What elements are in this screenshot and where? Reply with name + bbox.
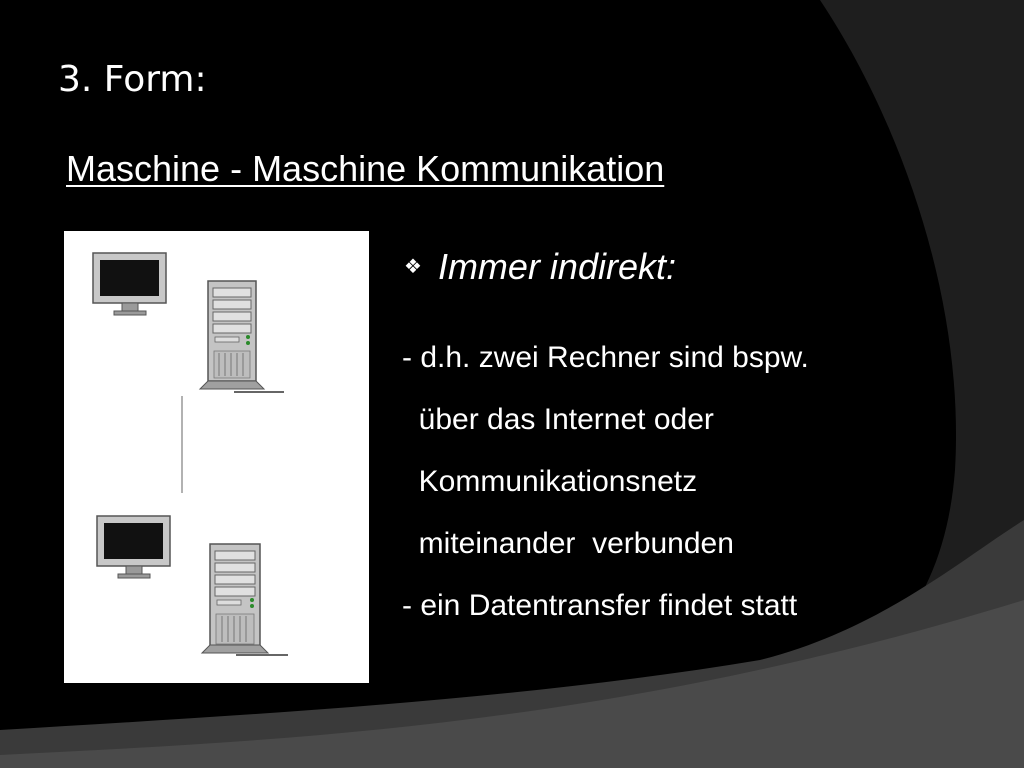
monitor-icon <box>93 253 166 315</box>
body-line: über das Internet oder <box>402 403 714 436</box>
body-line: - ein Datentransfer findet statt <box>402 589 798 622</box>
diamond-bullet-icon: ❖ <box>404 256 422 278</box>
slide-title: 3. Form: <box>58 59 207 100</box>
body-line: - d.h. zwei Rechner sind bspw. <box>402 341 809 374</box>
bullet-item <box>404 244 676 290</box>
slide-subtitle: Maschine - Maschine Kommunikation <box>66 148 665 189</box>
tower-pc-icon <box>202 544 288 655</box>
body-line: Kommunikationsnetz <box>402 465 698 498</box>
computers-illustration <box>64 231 369 683</box>
body-line: miteinander verbunden <box>402 527 734 560</box>
monitor-icon <box>97 516 170 578</box>
bullet-text: Immer indirekt: <box>437 246 676 287</box>
tower-pc-icon <box>200 281 284 392</box>
